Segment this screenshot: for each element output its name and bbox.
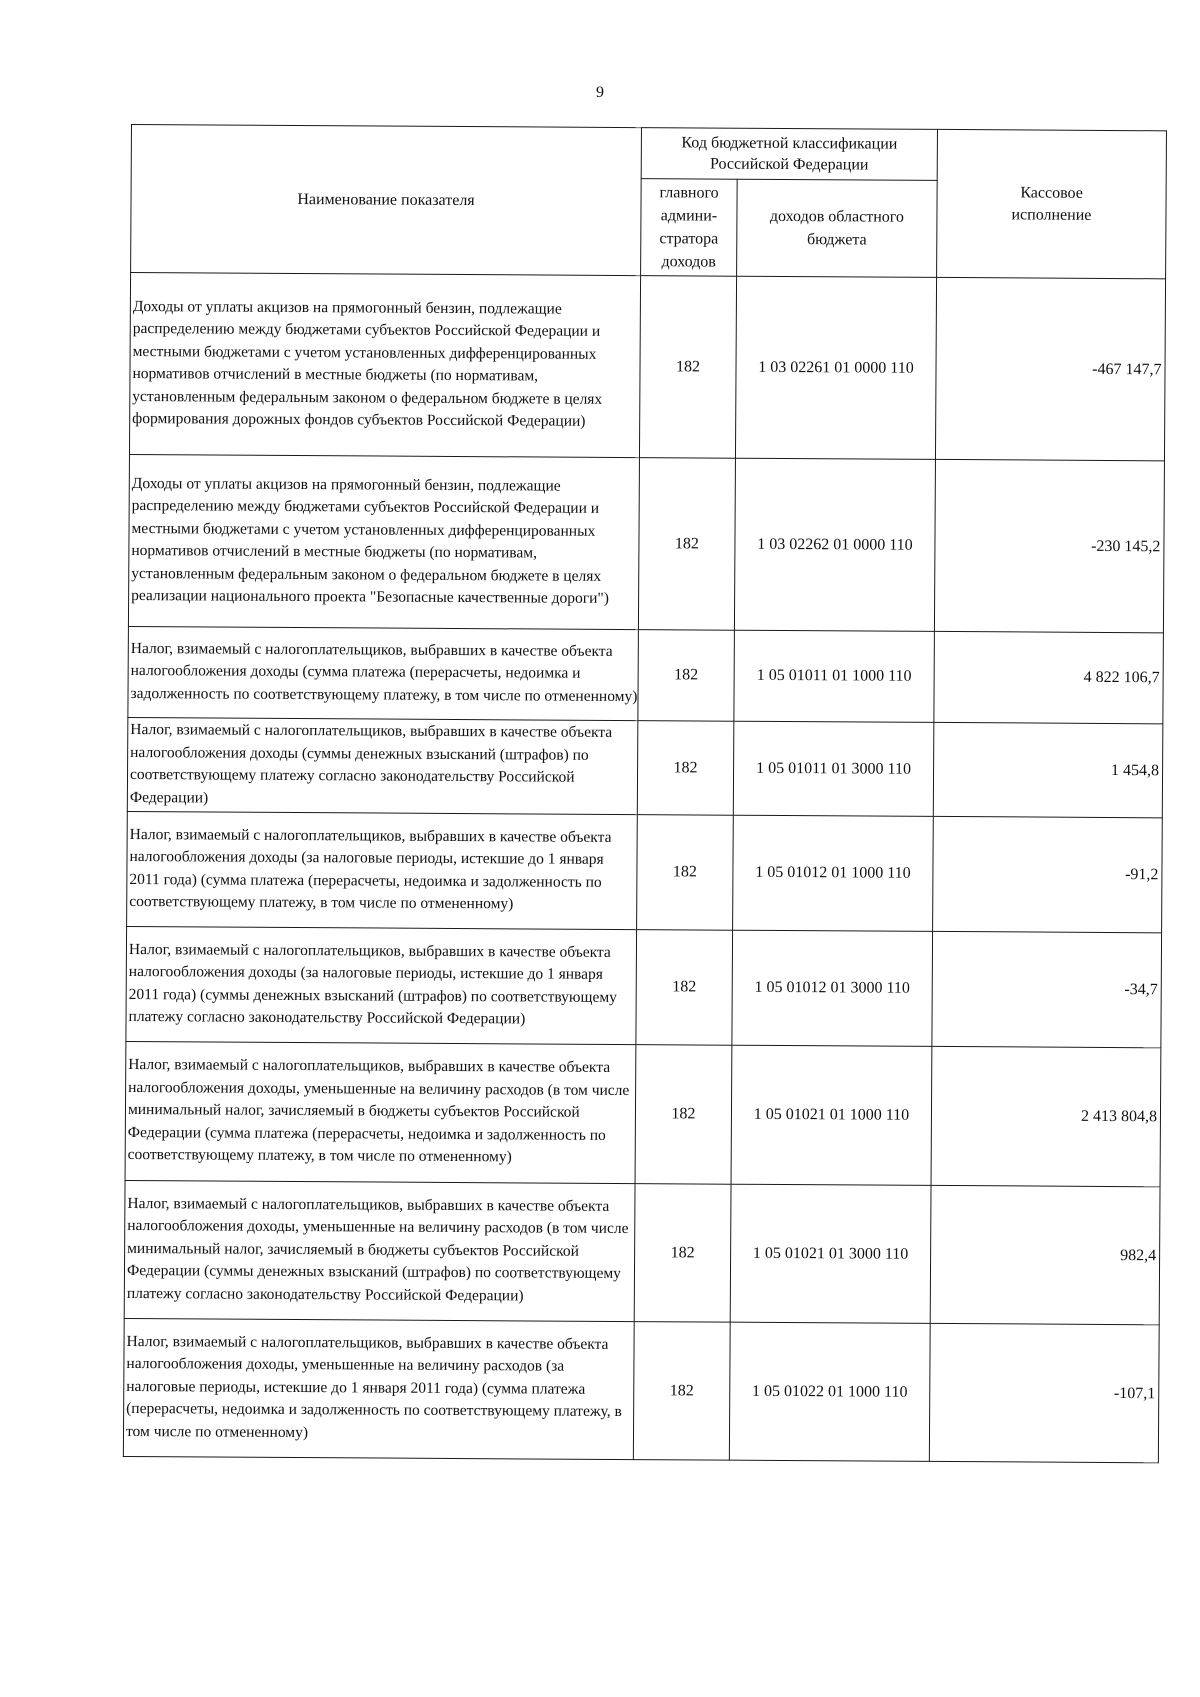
table-row [128, 626, 1164, 723]
administrator-code-cell: 182 [635, 1045, 732, 1185]
table-row [124, 1180, 1160, 1324]
header-regional-income-line: доходов областного [769, 207, 905, 226]
budget-classification-code-cell: 1 05 01011 01 3000 110 [733, 721, 934, 816]
indicator-name-cell: Налог, взимаемый с налогоплательщиков, выбравших в качестве объекта налогообложения доходы, уменьшенные на величину расходов (в том числе минимальный налог, зачисляемый в бюджеты субъектов Российской Федерации (суммы денежных взысканий (штрафов) по соответствующему платежу согласно законодательству Российской Федерации) [124, 1180, 635, 1321]
budget-classification-code-cell: 1 05 01012 01 1000 110 [733, 815, 934, 931]
table-body [123, 273, 1165, 1463]
table-row [127, 811, 1163, 932]
header-cash-execution-line: исполнение [1011, 205, 1092, 224]
administrator-code-cell: 182 [637, 721, 734, 816]
header-main-administrator-line: стратора [659, 230, 719, 248]
administrator-code-cell: 182 [634, 1184, 731, 1323]
budget-classification-code-cell: 1 05 01022 01 1000 110 [729, 1322, 930, 1461]
indicator-name-cell: Налог, взимаемый с налогоплательщиков, выбравших в качестве объекта налогообложения доходы (сумма платежа (перерасчеты, недоимка и задолженность по соответствующему платежу, в том числе по отмененному) [128, 626, 639, 720]
cash-execution-cell: -34,7 [932, 931, 1162, 1047]
cash-execution-cell: 4 822 106,7 [934, 631, 1164, 723]
indicator-name-cell: Налог, взимаемый с налогоплательщиков, выбравших в качестве объекта налогообложения доходы (за налоговые периоды, истекшие до 1 января 2011 года) (сумма платежа (перерасчеты, недоимка и задолженность по соответствующему платежу, в том числе по отмененному) [127, 811, 638, 929]
table-row [127, 717, 1163, 817]
budget-classification-code-cell: 1 03 02262 01 0000 110 [734, 458, 935, 631]
cash-execution-cell: -91,2 [933, 816, 1163, 932]
cash-execution-cell: -467 147,7 [935, 277, 1165, 460]
budget-classification-code-cell: 1 05 01011 01 1000 110 [734, 630, 935, 722]
table-row [126, 926, 1162, 1047]
header-indicator-name: Наименование показателя [131, 125, 642, 276]
indicator-name-cell: Налог, взимаемый с налогоплательщиков, выбравших в качестве объекта налогообложения доходы, уменьшенные на величину расходов (в том числе минимальный налог, зачисляемый в бюджеты субъектов Российской Федерации (сумма платежа (перерасчеты, недоимка и задолженность по соответствующему платежу, в том числе по отмененному) [125, 1041, 636, 1183]
cash-execution-cell: -107,1 [929, 1323, 1159, 1462]
budget-classification-code-cell: 1 05 01021 01 1000 110 [731, 1045, 932, 1185]
header-regional-income [737, 179, 938, 277]
header-main-administrator [641, 179, 738, 277]
header-main-administrator-line: доходов [661, 253, 716, 271]
indicator-name-cell: Налог, взимаемый с налогоплательщиков, выбравших в качестве объекта налогообложения доходы (за налоговые периоды, истекшие до 1 января 2011 года) (суммы денежных взысканий (штрафов) по соответствующему платежу согласно законодательству Российской Федерации) [126, 926, 637, 1044]
indicator-name-cell: Налог, взимаемый с налогоплательщиков, выбравших в качестве объекта налогообложения доходы, уменьшенные на величину расходов (за налоговые периоды, истекшие до 1 января 2011 года) (сумма платежа (перерасчеты, недоимка и задолженность по соответствующему платежу, в том числе по отмененному) [123, 1318, 634, 1459]
table-row [123, 1318, 1159, 1462]
budget-classification-code-cell: 1 03 02261 01 0000 110 [735, 276, 936, 459]
header-classification-code-line: Российской Федерации [710, 155, 869, 174]
header-main-administrator-line: админи- [660, 207, 718, 225]
cash-execution-cell: 1 454,8 [933, 722, 1163, 817]
administrator-code-cell: 182 [636, 930, 733, 1046]
header-cash-execution [937, 129, 1167, 278]
budget-classification-code-cell: 1 05 01012 01 3000 110 [732, 930, 933, 1046]
table-row [128, 454, 1164, 632]
header-regional-income-line: бюджета [806, 231, 867, 249]
indicator-name-cell: Налог, взимаемый с налогоплательщиков, выбравших в качестве объекта налогообложения доходы (суммы денежных взысканий (штрафов) по соответствующему платежу согласно законодательству Российской Федерации) [127, 717, 638, 814]
budget-classification-code-cell: 1 05 01021 01 3000 110 [730, 1184, 931, 1323]
administrator-code-cell: 182 [637, 815, 734, 931]
header-main-administrator-line: главного [659, 184, 719, 202]
table-header [131, 125, 1167, 279]
cash-execution-cell: 2 413 804,8 [931, 1046, 1161, 1186]
header-classification-code [641, 128, 937, 181]
administrator-code-cell: 182 [638, 630, 735, 722]
administrator-code-cell: 182 [639, 276, 736, 459]
cash-execution-cell: -230 145,2 [934, 459, 1164, 632]
table-row [125, 1041, 1161, 1186]
header-classification-code-line: Код бюджетной классификации [681, 133, 898, 153]
administrator-code-cell: 182 [633, 1322, 730, 1461]
header-cash-execution-line: Кассовое [1020, 184, 1083, 202]
indicator-name-cell: Доходы от уплаты акцизов на прямогонный бензин, подлежащие распределению между бюджетами субъектов Российской Федерации и местными бюджетами с учетом установленных дифференцированных нормативов отчислений в местные бюджеты (по нормативам, установленным федеральным законом о федеральном бюджете в целях формирования дорожных фондов субъектов Российской Федерации) [129, 273, 640, 458]
indicator-name-cell: Доходы от уплаты акцизов на прямогонный бензин, подлежащие распределению между бюджетами субъектов Российской Федерации и местными бюджетами с учетом установленных дифференцированных нормативов отчислений в местные бюджеты (по нормативам, установленным федеральным законом о федеральном бюджете в целях реализации национального проекта "Безопасные качественные дороги") [128, 454, 639, 629]
cash-execution-cell: 982,4 [930, 1185, 1160, 1324]
table-row [129, 273, 1165, 461]
administrator-code-cell: 182 [638, 458, 735, 631]
budget-income-table [123, 124, 1167, 1463]
page-number: 9 [596, 84, 604, 101]
